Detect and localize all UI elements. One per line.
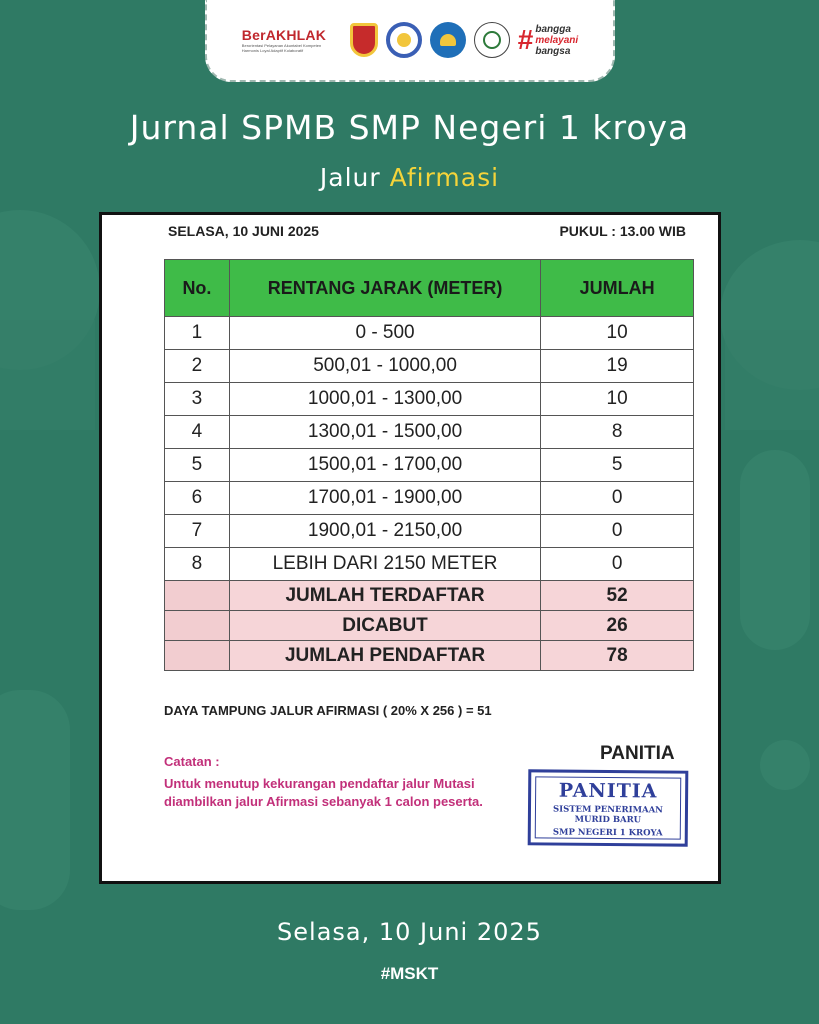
row-range: 1700,01 - 1900,00 [229, 482, 540, 515]
logo-strip [205, 0, 615, 82]
document-date: SELASA, 10 JUNI 2025 [168, 223, 319, 239]
row-total: 8 [541, 416, 694, 449]
background-figure-right [740, 450, 810, 650]
table-header-row [165, 260, 694, 317]
row-total: 0 [541, 482, 694, 515]
row-total: 19 [541, 350, 694, 383]
row-no: 6 [165, 482, 230, 515]
background-figure-left [0, 690, 70, 910]
row-total: 0 [541, 548, 694, 581]
document-time: PUKUL : 13.00 WIB [559, 223, 686, 239]
table-row [165, 350, 694, 383]
table-row [165, 482, 694, 515]
row-range: 1300,01 - 1500,00 [229, 416, 540, 449]
header-range: RENTANG JARAK (METER) [229, 260, 540, 317]
row-range: 1900,01 - 2150,00 [229, 515, 540, 548]
table-row [165, 317, 694, 350]
summary-total: 52 [541, 581, 694, 611]
stamp-title: PANITIA [558, 779, 658, 803]
footer-date: Selasa, 10 Juni 2025 [277, 918, 542, 946]
page-title: Jurnal SPMB SMP Negeri 1 kroya [129, 108, 690, 147]
row-no: 2 [165, 350, 230, 383]
committee-stamp [528, 769, 689, 846]
distance-table [164, 259, 694, 671]
bangga-hash: # [517, 24, 534, 55]
signature-label: PANITIA [600, 743, 675, 764]
footer-hashtag: #MSKT [380, 964, 439, 983]
note-label: Catatan : [164, 754, 220, 769]
row-range: 1000,01 - 1300,00 [229, 383, 540, 416]
row-no: 1 [165, 317, 230, 350]
summary-label: DICABUT [229, 611, 540, 641]
bangga-line2: melayani [535, 34, 579, 46]
school-emblem-icon [386, 22, 422, 58]
berakhlak-tagline: Berorientasi Pelayanan Akuntabel Kompeten Harmonis Loyal Adaptif Kolaboratif [241, 43, 322, 53]
row-total: 10 [541, 317, 694, 350]
summary-label: JUMLAH TERDAFTAR [229, 581, 540, 611]
bangga-line3: bangsa [535, 45, 571, 57]
summary-row-applicants [165, 641, 694, 671]
row-range: 0 - 500 [229, 317, 540, 350]
row-total: 5 [541, 449, 694, 482]
background-building-right [725, 330, 819, 430]
row-range: 1500,01 - 1700,00 [229, 449, 540, 482]
row-no: 4 [165, 416, 230, 449]
note-text: Untuk menutup kekurangan pendaftar jalur Mutasi diambilkan jalur Afirmasi sebanyak 1 calon peserta. [164, 776, 483, 809]
summary-row-registered [165, 581, 694, 611]
background-building-left [0, 320, 95, 430]
row-no: 7 [165, 515, 230, 548]
document-header [168, 223, 686, 239]
table-row [165, 383, 694, 416]
journal-document [99, 212, 721, 884]
header-total: JUMLAH [541, 260, 694, 317]
row-no: 3 [165, 383, 230, 416]
header-no: No. [165, 260, 230, 317]
row-no: 8 [165, 548, 230, 581]
capacity-statement: DAYA TAMPUNG JALUR AFIRMASI ( 20% X 256 ) = 51 [164, 703, 492, 718]
bangga-melayani-logo [518, 24, 578, 57]
berakhlak-logo [242, 27, 338, 53]
table-row [165, 515, 694, 548]
stamp-line1: SISTEM PENERIMAAN MURID BARU [552, 804, 663, 826]
page-subtitle [0, 163, 819, 192]
summary-empty-cell [165, 641, 230, 671]
row-total: 0 [541, 515, 694, 548]
berakhlak-wordmark: BerAKHLAK [241, 27, 327, 43]
summary-empty-cell [165, 611, 230, 641]
subtitle-highlight: Afirmasi [389, 163, 500, 192]
row-range: LEBIH DARI 2150 METER [229, 548, 540, 581]
table-row [165, 416, 694, 449]
summary-label: JUMLAH PENDAFTAR [229, 641, 540, 671]
row-no: 5 [165, 449, 230, 482]
bangga-line1: bangga [535, 23, 571, 35]
table-row [165, 548, 694, 581]
table-row [165, 449, 694, 482]
summary-empty-cell [165, 581, 230, 611]
cilacap-emblem-icon [350, 23, 378, 57]
adiwiyata-emblem-icon [474, 22, 510, 58]
subtitle-prefix: Jalur [319, 163, 381, 192]
stamp-line2: SMP NEGERI 1 KROYA [552, 827, 663, 839]
summary-total: 78 [541, 641, 694, 671]
summary-row-withdrawn [165, 611, 694, 641]
row-total: 10 [541, 383, 694, 416]
row-range: 500,01 - 1000,00 [229, 350, 540, 383]
summary-total: 26 [541, 611, 694, 641]
tutwuri-emblem-icon [430, 22, 466, 58]
background-ball [760, 740, 810, 790]
